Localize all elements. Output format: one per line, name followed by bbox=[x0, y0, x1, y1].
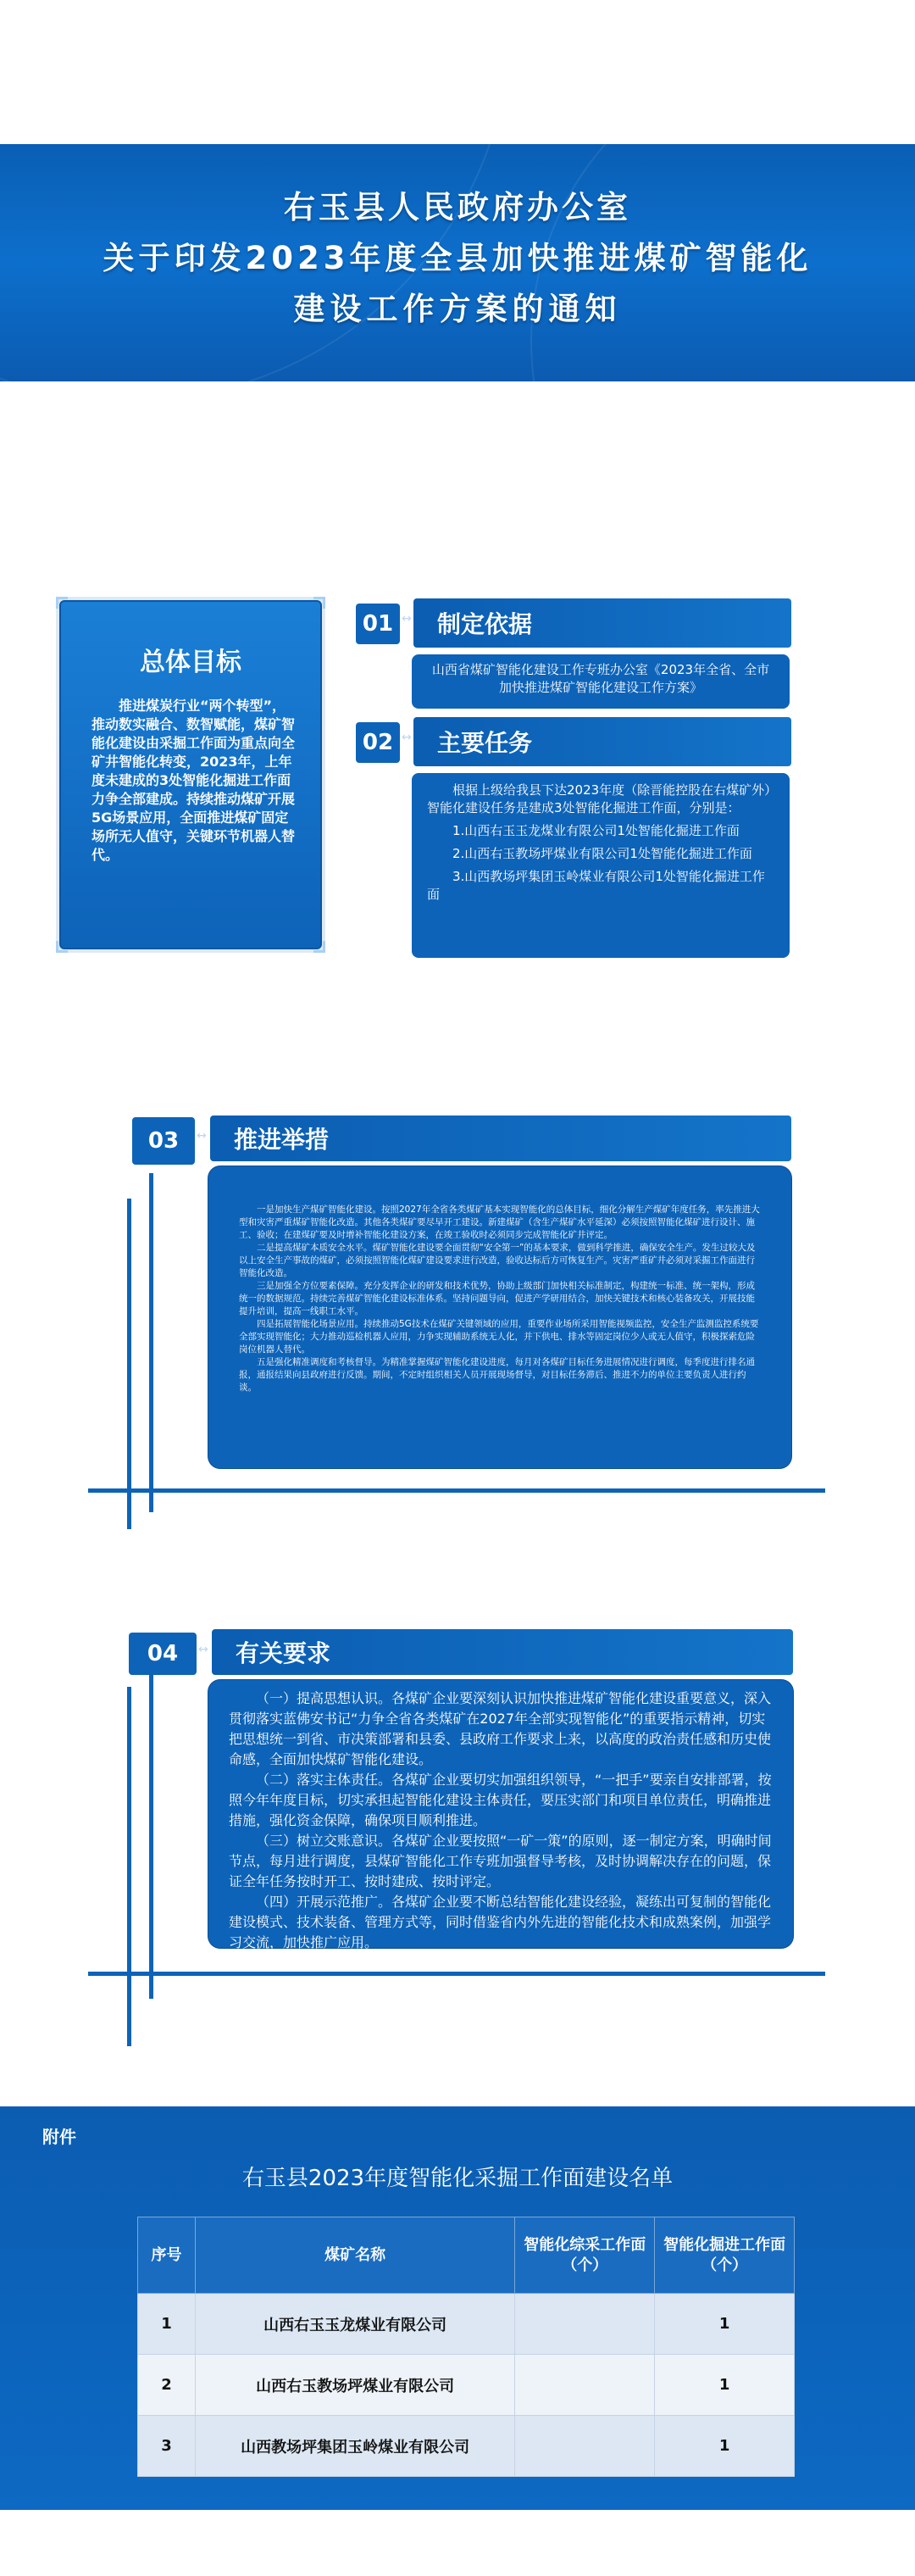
annex-panel bbox=[0, 2106, 915, 2510]
annex-title: 右玉县2023年度智能化采掘工作面建设名单 bbox=[241, 2166, 674, 2191]
section-03-title: 推进举措 bbox=[210, 1116, 791, 1161]
decorative-line bbox=[127, 1687, 131, 2046]
table-cell: 1 bbox=[655, 2416, 795, 2477]
section-04-paragraph: （四）开展示范推广。各煤矿企业要不断总结智能化建设经验，凝练出可复制的智能化建设模式、技术装备、管理方式等，同时借鉴省内外先进的智能化技术和成熟案例，加强学习交流，加快推广应用。 bbox=[229, 1894, 772, 1950]
decorative-line bbox=[149, 1670, 153, 1999]
corner-decoration bbox=[56, 597, 68, 609]
table-cell: 山西教场坪集团玉岭煤业有限公司 bbox=[195, 2416, 514, 2477]
list-item: 3.山西教场坪集团玉岭煤业有限公司1处智能化掘进工作面 bbox=[427, 869, 765, 902]
section-03-paragraph: 五是强化精准调度和考核督导。为精准掌握煤矿智能化建设进度，每月对各煤矿目标任务进展情况进行调度，每季度进行排名通报，通报结果向县政府进行反馈。期间，不定时组织相关人员开展现场督导，对目标任务滞后、推进不力的单位主要负责人进行约谈。 bbox=[239, 1357, 755, 1393]
arrow-icon: ↔ bbox=[197, 1129, 207, 1143]
corner-decoration bbox=[56, 941, 68, 953]
arrow-icon: ↔ bbox=[402, 612, 412, 626]
goal-title: 总体目标 bbox=[140, 648, 241, 677]
section-04-number: 04 bbox=[129, 1633, 197, 1675]
column-header-mining-faces: 智能化综采工作面（个） bbox=[515, 2217, 655, 2294]
column-header-index: 序号 bbox=[138, 2217, 196, 2294]
section-02-intro: 根据上级给我县下达2023年度（除晋能控股在右煤矿外）智能化建设任务是建成3处智能化掘进工作面，分别是： bbox=[427, 782, 771, 815]
table-cell: 山西右玉教场坪煤业有限公司 bbox=[195, 2355, 514, 2416]
arrow-icon: ↔ bbox=[402, 731, 412, 744]
section-04-paragraph: （三）树立交账意识。各煤矿企业要按照“一矿一策”的原则，逐一制定方案，明确时间节点，每月进行调度，县煤矿智能化工作专班加强督导考核，及时协调解决存在的问题，保证全年任务按时开工、按时建成、按时评定。 bbox=[229, 1833, 772, 1889]
header-title-line1: 右玉县人民政府办公室 bbox=[284, 189, 631, 225]
section-03-number: 03 bbox=[132, 1117, 195, 1165]
table-cell bbox=[515, 2294, 655, 2355]
section-04-paragraph: （二）落实主体责任。各煤矿企业要切实加强组织领导，“一把手”要亲自安排部署，按照今年年度目标，切实承担起智能化建设主体责任，要压实部门和项目单位责任，明确推进措施，强化资金保障，确保项目顺利推进。 bbox=[229, 1772, 772, 1828]
section-04-box bbox=[208, 1680, 793, 2011]
table-cell: 1 bbox=[655, 2355, 795, 2416]
section-01-number: 01 bbox=[356, 604, 400, 644]
list-item: 1.山西右玉玉龙煤业有限公司1处智能化掘进工作面 bbox=[452, 823, 740, 838]
corner-decoration bbox=[313, 941, 325, 953]
section-01-text: 山西省煤矿智能化建设工作专班办公室《2023年全省、全市加快推进煤矿智能化建设工作方案》 bbox=[412, 654, 790, 709]
goal-card bbox=[59, 600, 322, 949]
section-01-title: 制定依据 bbox=[413, 598, 791, 648]
decorative-line bbox=[149, 1173, 153, 1512]
table-cell: 山西右玉玉龙煤业有限公司 bbox=[195, 2294, 514, 2355]
section-02-title: 主要任务 bbox=[413, 717, 791, 766]
list-item: 2.山西右玉教场坪煤业有限公司1处智能化掘进工作面 bbox=[452, 846, 752, 861]
arrow-icon: ↔ bbox=[198, 1643, 208, 1656]
section-03-paragraph: 一是加快生产煤矿智能化建设。按照2027年全省各类煤矿基本实现智能化的总体目标，细化分解生产煤矿年度任务，率先推进大型和灾害严重煤矿智能化改造。其他各类煤矿要尽早开工建设。新建煤矿（含生产煤矿水平延深）必须按照智能化煤矿进行设计、施工、验收；在建煤矿要及时增补智能化建设方案，在竣工验收时必须同步完成智能化矿井评定。 bbox=[239, 1205, 760, 1240]
table-row bbox=[138, 2416, 795, 2477]
table-cell: 2 bbox=[138, 2355, 196, 2416]
table-cell bbox=[515, 2416, 655, 2477]
table-header-row bbox=[138, 2217, 795, 2294]
goal-text: 推进煤炭行业“两个转型”，推动数实融合、数智赋能，煤矿智能化建设由采掘工作面为重点向全矿井智能化转变，2023年，上年度未建成的3处智能化掘进工作面力争全部建成。持续推动煤矿开展5G场景应用，全面推进煤矿固定场所无人值守，关键环节机器人替代。 bbox=[92, 698, 296, 863]
column-header-tunneling-faces: 智能化掘进工作面（个） bbox=[655, 2217, 795, 2294]
column-header-mine-name: 煤矿名称 bbox=[195, 2217, 514, 2294]
decorative-line bbox=[88, 1488, 825, 1493]
table-cell: 3 bbox=[138, 2416, 196, 2477]
header-title-line3: 建设工作方案的通知 bbox=[293, 291, 622, 327]
section-02-number: 02 bbox=[356, 722, 400, 763]
header-title-line2: 关于印发2023年度全县加快推进煤矿智能化 bbox=[103, 240, 812, 276]
table-row bbox=[138, 2294, 795, 2355]
annex-table bbox=[137, 2217, 795, 2477]
section-03-box bbox=[208, 1166, 791, 1468]
header-banner bbox=[0, 144, 915, 381]
section-03-paragraph: 二是提高煤矿本质安全水平。煤矿智能化建设要全面贯彻“安全第一”的基本要求，做到科学推进，确保安全生产。发生过较大及以上安全生产事故的煤矿，必须按照智能化煤矿建设要求进行改造，验收达标后方可恢复生产。灾害严重矿井必须对采掘工作面进行智能化改造。 bbox=[239, 1243, 756, 1278]
section-04-title: 有关要求 bbox=[212, 1629, 793, 1675]
section-03-paragraph: 三是加强全方位要素保障。充分发挥企业的研发和技术优势，协助上级部门加快相关标准制定，构建统一标准、统一架构，形成统一的数据规范。持续完善煤矿智能化建设标准体系。坚持问题导向，促进产学研用结合，加快关键技术和核心装备攻关，开展技能提升培训，提高一线职工水平。 bbox=[239, 1281, 755, 1316]
section-03-paragraph: 四是拓展智能化场景应用。持续推动5G技术在煤矿关键领域的应用，重要作业场所采用智能视频监控，安全生产监测监控系统要全部实现智能化；大力推动巡检机器人应用，力争实现辅助系统无人化，并下供电、排水等固定岗位少人或无人值守，积极探索危险岗位机器人替代。 bbox=[239, 1319, 759, 1355]
table-row bbox=[138, 2355, 795, 2416]
section-04-paragraph: （一）提高思想认识。各煤矿企业要深刻认识加快推进煤矿智能化建设重要意义，深入贯彻落实蓝佛安书记“力争全省各类煤矿在2027年全部实现智能化”的重要指示精神，切实把思想统一到省、市决策部署和县委、县政府工作要求上来，以高度的政治责任感和历史使命感，全面加快煤矿智能化建设。 bbox=[229, 1690, 772, 1767]
table-cell: 1 bbox=[138, 2294, 196, 2355]
corner-decoration bbox=[313, 597, 325, 609]
section-02-box bbox=[412, 773, 790, 958]
decorative-line bbox=[127, 1199, 131, 1529]
annex-label: 附件 bbox=[42, 2127, 76, 2147]
table-cell bbox=[515, 2355, 655, 2416]
section-04-paragraph: （五）加强信息报送。各煤矿企业要明确专人负责煤矿智能化工作信息上报工作，每月月底前对本月重要活动、项目建设进展、投资等情况进行报送，切实保证统计数据的及时性、准确性，主要负责人做好审核把关，及时掌握建设进度。 bbox=[229, 1955, 772, 2011]
table-cell: 1 bbox=[655, 2294, 795, 2355]
